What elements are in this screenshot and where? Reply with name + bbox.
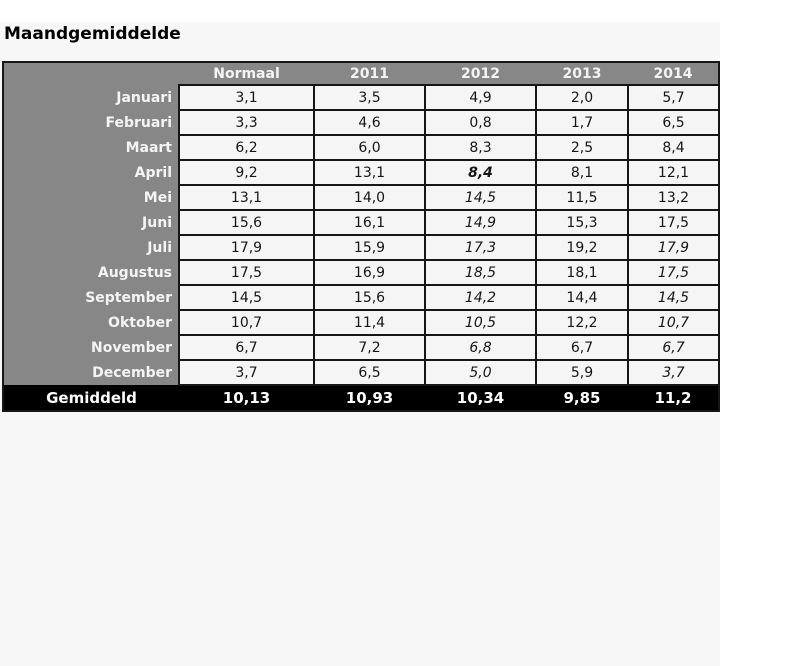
row-header-month: Oktober bbox=[3, 310, 179, 335]
value-cell: 2,5 bbox=[536, 135, 628, 160]
table-row-juni bbox=[3, 210, 719, 235]
footer-row bbox=[3, 385, 719, 411]
value-cell: 5,0 bbox=[425, 360, 536, 385]
row-header-month: Februari bbox=[3, 110, 179, 135]
value-cell: 5,7 bbox=[628, 85, 719, 110]
value-cell: 3,7 bbox=[628, 360, 719, 385]
value-cell: 8,4 bbox=[628, 135, 719, 160]
column-header-normaal: Normaal bbox=[179, 62, 314, 85]
row-header-month: Augustus bbox=[3, 260, 179, 285]
value-cell: 6,7 bbox=[628, 335, 719, 360]
table-row-december bbox=[3, 360, 719, 385]
value-cell: 15,9 bbox=[314, 235, 425, 260]
row-header-month: Mei bbox=[3, 185, 179, 210]
value-cell: 5,9 bbox=[536, 360, 628, 385]
footer-value-cell: 9,85 bbox=[536, 385, 628, 411]
value-cell: 13,2 bbox=[628, 185, 719, 210]
value-cell: 3,7 bbox=[179, 360, 314, 385]
value-cell: 17,5 bbox=[628, 260, 719, 285]
monthly-averages-table bbox=[2, 61, 720, 412]
value-cell: 15,6 bbox=[179, 210, 314, 235]
value-cell: 14,2 bbox=[425, 285, 536, 310]
value-cell: 10,7 bbox=[179, 310, 314, 335]
value-cell: 14,4 bbox=[536, 285, 628, 310]
value-cell: 1,7 bbox=[536, 110, 628, 135]
value-cell: 16,9 bbox=[314, 260, 425, 285]
value-cell: 17,5 bbox=[628, 210, 719, 235]
value-cell: 12,2 bbox=[536, 310, 628, 335]
table-row-mei bbox=[3, 185, 719, 210]
row-header-month: Maart bbox=[3, 135, 179, 160]
value-cell: 14,0 bbox=[314, 185, 425, 210]
value-cell: 6,7 bbox=[536, 335, 628, 360]
table-row-april bbox=[3, 160, 719, 185]
table-row-februari bbox=[3, 110, 719, 135]
value-cell: 16,1 bbox=[314, 210, 425, 235]
value-cell: 15,3 bbox=[536, 210, 628, 235]
value-cell: 17,3 bbox=[425, 235, 536, 260]
row-header-month: April bbox=[3, 160, 179, 185]
row-header-month: Januari bbox=[3, 85, 179, 110]
table-row-november bbox=[3, 335, 719, 360]
value-cell: 14,5 bbox=[179, 285, 314, 310]
value-cell: 8,4 bbox=[425, 160, 536, 185]
table-row-januari bbox=[3, 85, 719, 110]
value-cell: 17,9 bbox=[628, 235, 719, 260]
value-cell: 6,5 bbox=[628, 110, 719, 135]
value-cell: 12,1 bbox=[628, 160, 719, 185]
value-cell: 8,1 bbox=[536, 160, 628, 185]
value-cell: 14,5 bbox=[425, 185, 536, 210]
value-cell: 3,3 bbox=[179, 110, 314, 135]
column-header-2012: 2012 bbox=[425, 62, 536, 85]
value-cell: 3,1 bbox=[179, 85, 314, 110]
value-cell: 18,1 bbox=[536, 260, 628, 285]
value-cell: 6,5 bbox=[314, 360, 425, 385]
value-cell: 10,5 bbox=[425, 310, 536, 335]
table-row-juli bbox=[3, 235, 719, 260]
value-cell: 10,7 bbox=[628, 310, 719, 335]
value-cell: 19,2 bbox=[536, 235, 628, 260]
value-cell: 11,5 bbox=[536, 185, 628, 210]
value-cell: 2,0 bbox=[536, 85, 628, 110]
table-row-augustus bbox=[3, 260, 719, 285]
column-header-2013: 2013 bbox=[536, 62, 628, 85]
value-cell: 17,9 bbox=[179, 235, 314, 260]
table-row-oktober bbox=[3, 310, 719, 335]
footer-value-cell: 10,34 bbox=[425, 385, 536, 411]
corner-cell bbox=[3, 62, 179, 85]
value-cell: 13,1 bbox=[314, 160, 425, 185]
value-cell: 6,0 bbox=[314, 135, 425, 160]
table-row-maart bbox=[3, 135, 719, 160]
row-header-month: Juni bbox=[3, 210, 179, 235]
value-cell: 11,4 bbox=[314, 310, 425, 335]
footer-label: Gemiddeld bbox=[3, 385, 179, 411]
row-header-month: Juli bbox=[3, 235, 179, 260]
value-cell: 7,2 bbox=[314, 335, 425, 360]
row-header-month: November bbox=[3, 335, 179, 360]
value-cell: 18,5 bbox=[425, 260, 536, 285]
footer-value-cell: 10,93 bbox=[314, 385, 425, 411]
value-cell: 15,6 bbox=[314, 285, 425, 310]
value-cell: 0,8 bbox=[425, 110, 536, 135]
value-cell: 6,2 bbox=[179, 135, 314, 160]
column-header-2011: 2011 bbox=[314, 62, 425, 85]
row-header-month: December bbox=[3, 360, 179, 385]
value-cell: 3,5 bbox=[314, 85, 425, 110]
value-cell: 4,9 bbox=[425, 85, 536, 110]
value-cell: 9,2 bbox=[179, 160, 314, 185]
value-cell: 14,5 bbox=[628, 285, 719, 310]
footer-value-cell: 10,13 bbox=[179, 385, 314, 411]
header-row bbox=[3, 62, 719, 85]
value-cell: 6,7 bbox=[179, 335, 314, 360]
value-cell: 14,9 bbox=[425, 210, 536, 235]
page-title: Maandgemiddelde bbox=[4, 24, 181, 44]
value-cell: 8,3 bbox=[425, 135, 536, 160]
table-row-september bbox=[3, 285, 719, 310]
footer-value-cell: 11,2 bbox=[628, 385, 719, 411]
value-cell: 4,6 bbox=[314, 110, 425, 135]
value-cell: 13,1 bbox=[179, 185, 314, 210]
value-cell: 6,8 bbox=[425, 335, 536, 360]
row-header-month: September bbox=[3, 285, 179, 310]
value-cell: 17,5 bbox=[179, 260, 314, 285]
column-header-2014: 2014 bbox=[628, 62, 719, 85]
